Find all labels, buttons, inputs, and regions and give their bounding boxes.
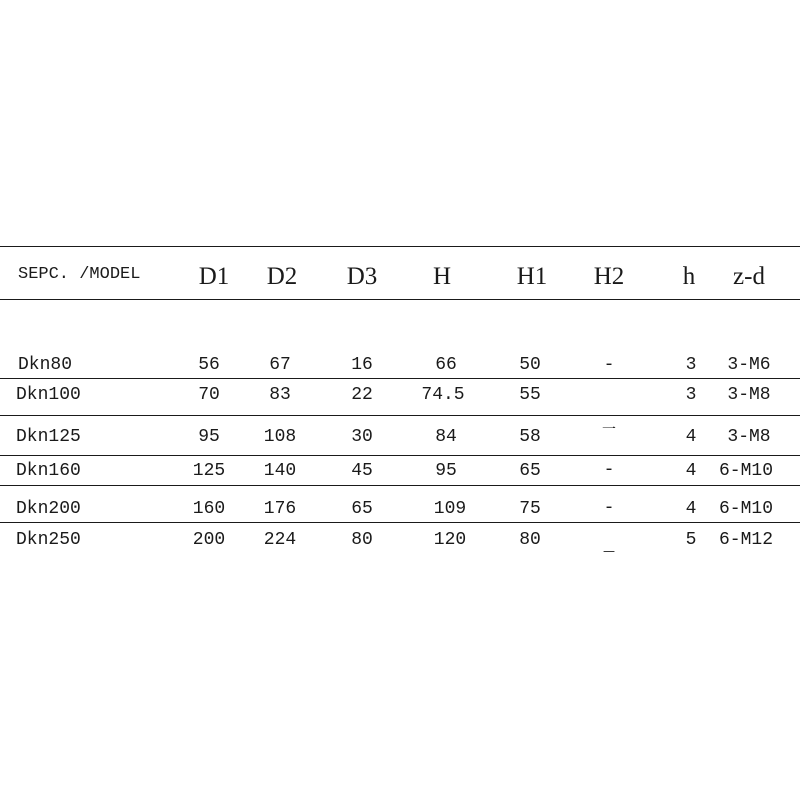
cell-z-d: 3-M6 [727, 355, 771, 375]
header-z-d: z-d [733, 263, 765, 290]
header-model-label: SEPC. /MODEL [18, 265, 141, 284]
cell-h1: 55 [519, 385, 541, 405]
header-d2: D2 [266, 263, 298, 290]
header-h: H [432, 263, 452, 290]
cell-h-small: 3 [685, 355, 697, 375]
cell-d2: 108 [263, 427, 297, 447]
header-h1: H1 [516, 263, 548, 290]
header-bottom-rule [0, 299, 800, 300]
cell-z-d: 6-M10 [718, 461, 774, 481]
cell-d1: 95 [198, 427, 220, 447]
cell-h2: _ [603, 536, 615, 556]
cell-d3: 65 [351, 499, 373, 519]
cell-h2: - [603, 355, 615, 375]
cell-h1: 50 [519, 355, 541, 375]
row-divider [0, 485, 800, 486]
cell-z-d: 3-M8 [727, 427, 771, 447]
cell-h2: 一 [602, 423, 616, 439]
cell-z-d: 6-M10 [718, 499, 774, 519]
cell-d2: 83 [269, 385, 291, 405]
cell-h1: 65 [519, 461, 541, 481]
cell-h2: - [603, 498, 615, 518]
cell-h: 109 [433, 499, 467, 519]
row-model: Dkn200 [16, 499, 81, 519]
row-model: Dkn250 [16, 530, 81, 550]
cell-d2: 140 [263, 461, 297, 481]
cell-d2: 67 [269, 355, 291, 375]
cell-h-small: 4 [685, 499, 697, 519]
header-h2: H2 [593, 263, 625, 290]
row-model: Dkn160 [16, 461, 81, 481]
row-divider [0, 415, 800, 416]
row-divider [0, 455, 800, 456]
row-model: Dkn100 [16, 385, 81, 405]
cell-h: 95 [435, 461, 457, 481]
cell-z-d: 6-M12 [718, 530, 774, 550]
table-top-rule [0, 246, 800, 247]
cell-d2: 176 [263, 499, 297, 519]
cell-h: 74.5 [421, 385, 465, 405]
cell-z-d: 3-M8 [727, 385, 771, 405]
cell-h1: 58 [519, 427, 541, 447]
row-divider [0, 378, 800, 379]
cell-d3: 45 [351, 461, 373, 481]
cell-h-small: 4 [685, 427, 697, 447]
row-model: Dkn80 [18, 355, 73, 375]
cell-h-small: 4 [685, 461, 697, 481]
row-divider [0, 522, 800, 523]
cell-d3: 80 [351, 530, 373, 550]
cell-h: 120 [433, 530, 467, 550]
row-model: Dkn125 [16, 427, 81, 447]
cell-d3: 22 [351, 385, 373, 405]
cell-h1: 80 [519, 530, 541, 550]
cell-h: 84 [435, 427, 457, 447]
cell-d1: 56 [198, 355, 220, 375]
header-d3: D3 [346, 263, 378, 290]
cell-d1: 125 [192, 461, 226, 481]
cell-d1: 160 [192, 499, 226, 519]
cell-h: 66 [435, 355, 457, 375]
cell-h-small: 5 [685, 530, 697, 550]
header-h-small: h [682, 263, 696, 290]
cell-d2: 224 [263, 530, 297, 550]
cell-d3: 30 [351, 427, 373, 447]
header-d1: D1 [198, 263, 230, 290]
cell-h1: 75 [519, 499, 541, 519]
cell-h2: - [603, 460, 615, 480]
cell-d1: 70 [198, 385, 220, 405]
cell-d1: 200 [192, 530, 226, 550]
cell-d3: 16 [351, 355, 373, 375]
cell-h-small: 3 [685, 385, 697, 405]
